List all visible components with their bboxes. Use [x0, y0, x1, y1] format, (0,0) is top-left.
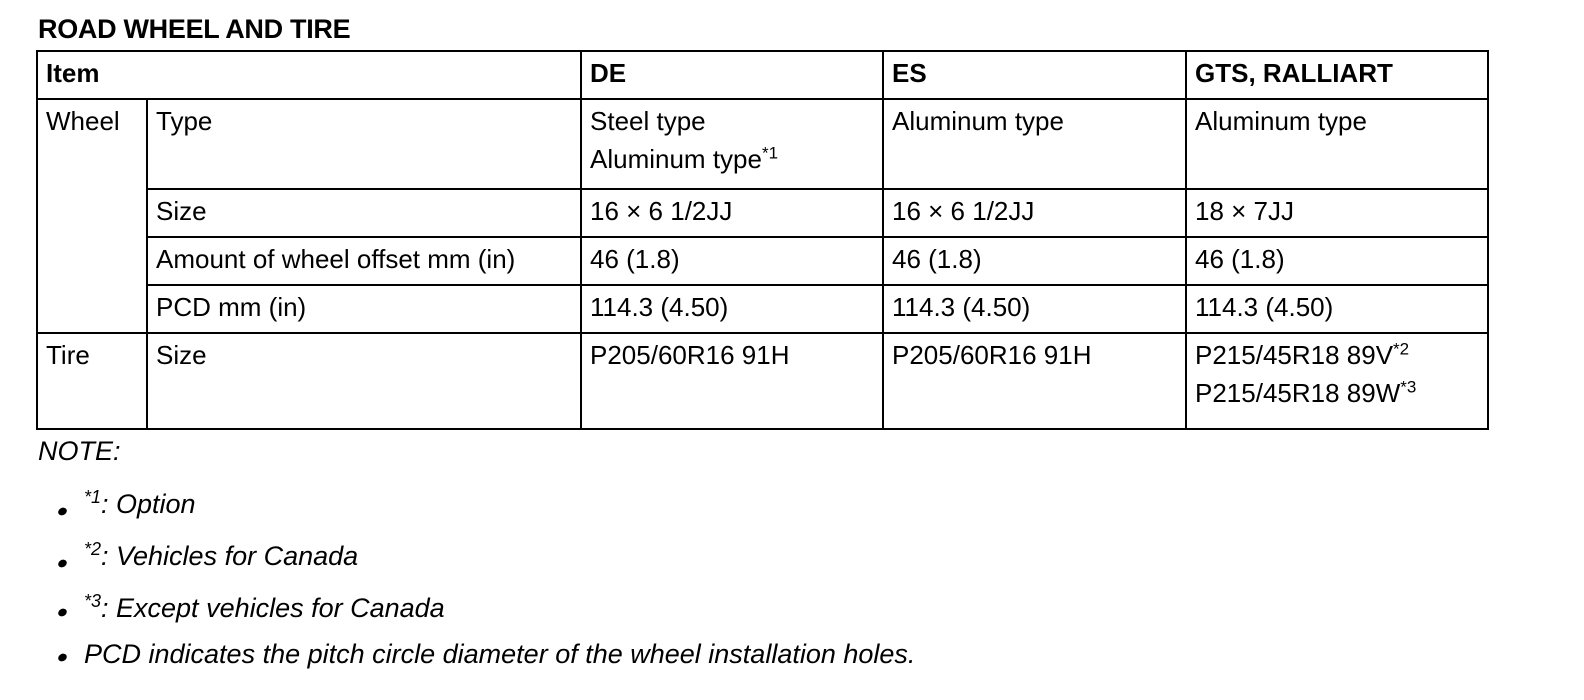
cell-gts-offset: 46 (1.8): [1186, 237, 1488, 285]
note-item-except-canada: [38, 586, 915, 632]
table-row-wheel-offset: [37, 237, 1488, 285]
group-wheel: Wheel: [37, 99, 147, 333]
note-mark: *3: [84, 591, 102, 611]
cell-gts-pcd: 114.3 (4.50): [1186, 285, 1488, 333]
road-wheel-tire-table: [36, 50, 1489, 430]
table-header-row: [37, 51, 1488, 99]
note-item-pcd: [38, 632, 915, 676]
row-label-offset: Amount of wheel offset mm (in): [147, 237, 581, 285]
header-de: DE: [581, 51, 883, 99]
note-text: : Vehicles for Canada: [101, 541, 359, 571]
bullet-icon: [57, 558, 68, 569]
table-row-pcd: [37, 285, 1488, 333]
cell-de-pcd: 114.3 (4.50): [581, 285, 883, 333]
group-tire: Tire: [37, 333, 147, 429]
cell-es-pcd: 114.3 (4.50): [883, 285, 1186, 333]
table-row-wheel-type: [37, 99, 1488, 189]
de-wheel-type-steel: Steel type: [590, 106, 706, 136]
cell-de-offset: 46 (1.8): [581, 237, 883, 285]
row-label-type: Type: [147, 99, 581, 189]
bullet-icon: [57, 506, 68, 517]
bullet-icon: [57, 652, 68, 663]
cell-de-tire-size: P205/60R16 91H: [581, 333, 883, 429]
header-es: ES: [883, 51, 1186, 99]
gts-tire-size-non-canada: [1195, 374, 1487, 412]
cell-es-tire-size: P205/60R16 91H: [883, 333, 1186, 429]
note-mark: *1: [84, 487, 102, 507]
gts-tire-size-canada: [1195, 336, 1487, 374]
cell-gts-wheel-type: Aluminum type: [1186, 99, 1488, 189]
note-text: : Option: [101, 489, 196, 519]
cell-es-wheel-size: 16 × 6 1/2JJ: [883, 189, 1186, 237]
gts-tire-size-canada-text: P215/45R18 89V: [1195, 340, 1394, 370]
bullet-icon: [57, 607, 68, 618]
cell-de-wheel-type: [581, 99, 883, 189]
footnote-mark-3: *3: [1400, 377, 1417, 397]
note-item-canada: [38, 534, 915, 586]
cell-de-wheel-size: 16 × 6 1/2JJ: [581, 189, 883, 237]
cell-gts-tire-size: [1186, 333, 1488, 429]
footnote-mark-1: *1: [761, 143, 779, 163]
table-row-wheel-size: [37, 189, 1488, 237]
note-title: NOTE:: [38, 436, 121, 466]
note-item-option: [38, 482, 915, 534]
row-label-tire-size: Size: [147, 333, 581, 429]
header-item: Item: [37, 51, 581, 99]
footnote-mark-2: *2: [1393, 339, 1410, 359]
row-label-size: Size: [147, 189, 581, 237]
note-text: PCD indicates the pitch circle diameter of the wheel installation holes.: [84, 639, 916, 669]
cell-gts-wheel-size: 18 × 7JJ: [1186, 189, 1488, 237]
cell-es-wheel-type: Aluminum type: [883, 99, 1186, 189]
section-title: ROAD WHEEL AND TIRE: [38, 14, 351, 44]
de-wheel-type-aluminum: [590, 140, 882, 178]
de-wheel-type-aluminum-text: Aluminum type: [590, 144, 762, 174]
row-label-pcd: PCD mm (in): [147, 285, 581, 333]
gts-tire-size-non-canada-text: P215/45R18 89W: [1195, 378, 1401, 408]
note-text: : Except vehicles for Canada: [101, 593, 445, 623]
cell-es-offset: 46 (1.8): [883, 237, 1186, 285]
header-gts-ralliart: GTS, RALLIART: [1186, 51, 1488, 99]
table-row-tire-size: [37, 333, 1488, 429]
note-mark: *2: [84, 539, 102, 559]
note-list: [38, 482, 915, 676]
